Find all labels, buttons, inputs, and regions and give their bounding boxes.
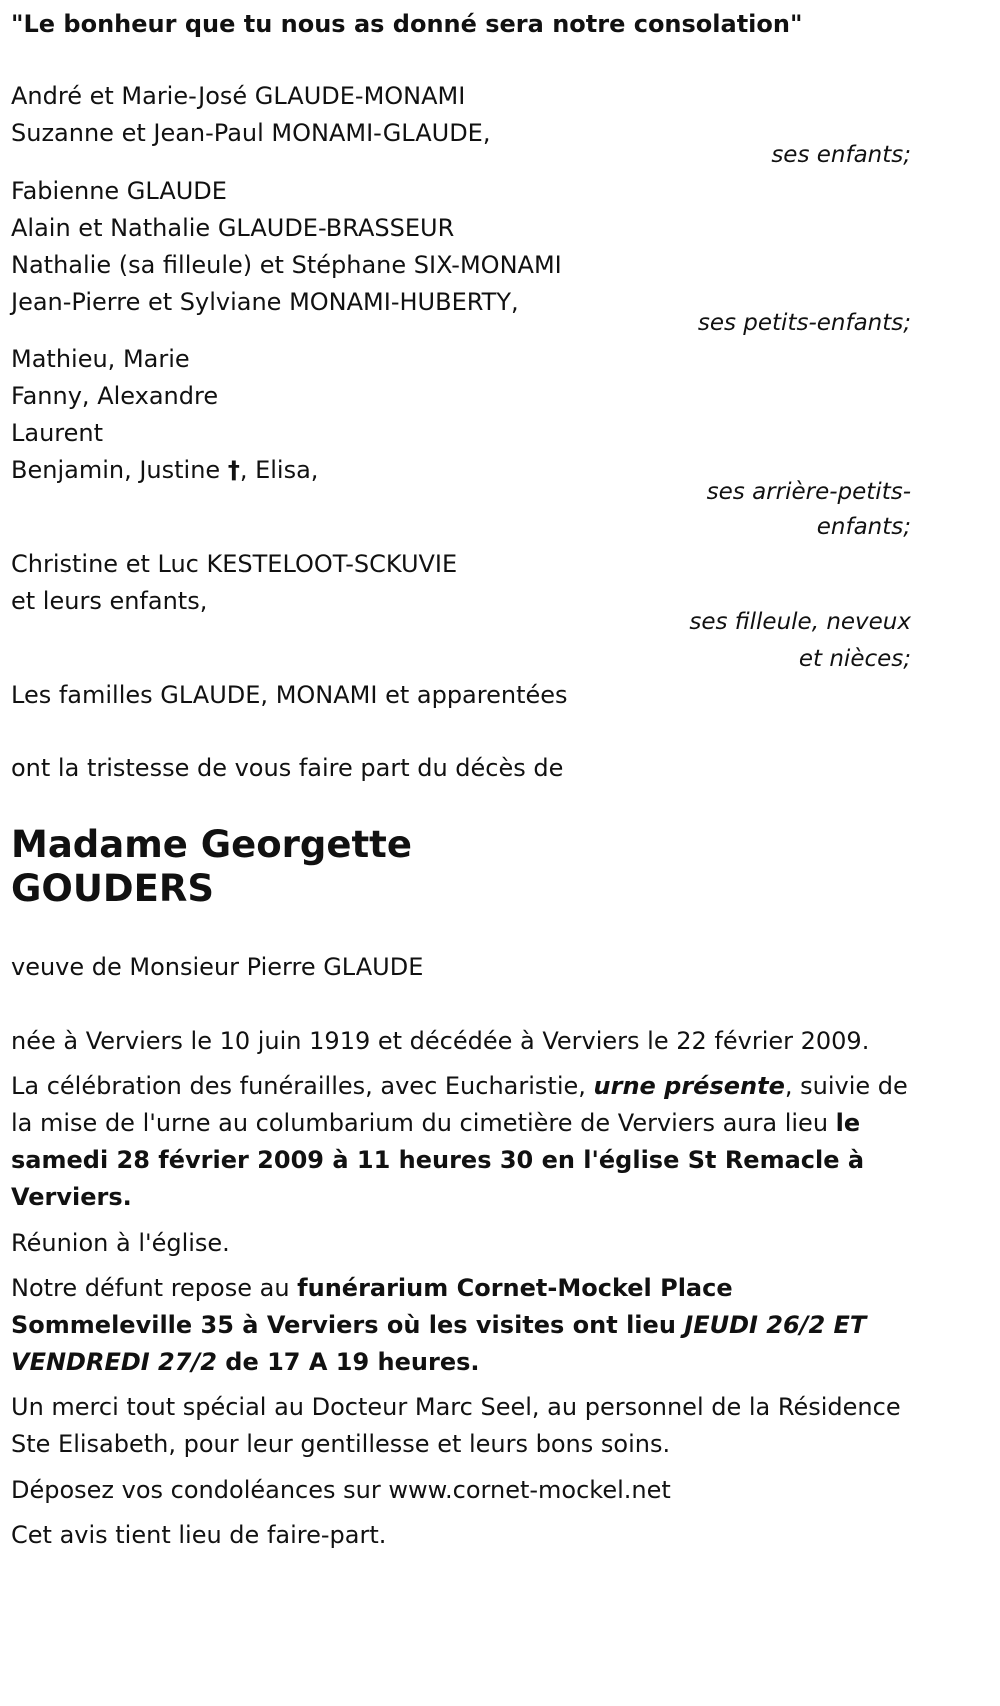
- great-grandchildren-rest: , Elisa,: [239, 456, 319, 484]
- great-grandchildren-label-1: ses arrière-petits-: [706, 479, 911, 505]
- great-grandchildren-names: Benjamin, Justine: [11, 456, 228, 484]
- ceremony-text-1: La célébration des funérailles, avec Eucharistie,: [11, 1072, 594, 1100]
- ceremony-date: le samedi 28 février 2009 à 11 heures 30 en l'église St Remacle à Verviers.: [11, 1109, 865, 1211]
- rest-hours: de 17 A 19 heures.: [216, 1348, 480, 1376]
- ceremony-text-2: , suivie de la mise de l'urne au columbarium du cimetière de Verviers aura lieu: [11, 1072, 908, 1137]
- rest-paragraph: [11, 1270, 911, 1381]
- children-label: ses enfants;: [771, 142, 911, 168]
- rest-text-1: Notre défunt repose au: [11, 1274, 298, 1302]
- notice-line: Cet avis tient lieu de faire-part.: [11, 1521, 387, 1549]
- grandchildren-line-1: Fabienne GLAUDE: [11, 177, 227, 205]
- deceased-name-1: Madame Georgette: [11, 823, 412, 866]
- great-grandchildren-line-1: Mathieu, Marie: [11, 345, 190, 373]
- great-grandchildren-line-4: [11, 452, 318, 489]
- godchild-line-2: et leurs enfants,: [11, 587, 208, 615]
- great-grandchildren-label-2: enfants;: [816, 514, 911, 540]
- great-grandchildren-line-3: Laurent: [11, 419, 104, 447]
- ceremony-urne: urne présente: [593, 1072, 785, 1100]
- godchild-label-2: et nièces;: [798, 646, 911, 672]
- meeting-line: Réunion à l'église.: [11, 1229, 230, 1257]
- cross-icon: †: [227, 456, 240, 484]
- grandchildren-label: ses petits-enfants;: [697, 310, 911, 336]
- grandchildren-line-3: Nathalie (sa filleule) et Stéphane SIX-MONAMI: [11, 251, 562, 279]
- ceremony-paragraph: [11, 1068, 911, 1216]
- families-line: Les familles GLAUDE, MONAMI et apparentées: [11, 681, 568, 709]
- condolences-line: Déposez vos condoléances sur www.cornet-mockel.net: [11, 1476, 671, 1504]
- rest-funerarium: funérarium Cornet-Mockel Place Sommeleville 35 à Verviers où les visites ont lieu: [11, 1274, 733, 1339]
- thanks-paragraph: Un merci tout spécial au Docteur Marc Seel, au personnel de la Résidence Ste Elisabeth, pour leur gentillesse et leurs bons soins.: [11, 1393, 901, 1458]
- widow-line: veuve de Monsieur Pierre GLAUDE: [11, 953, 424, 981]
- grandchildren-line-2: Alain et Nathalie GLAUDE-BRASSEUR: [11, 214, 455, 242]
- grandchildren-line-4: Jean-Pierre et Sylviane MONAMI-HUBERTY,: [11, 288, 519, 316]
- deceased-name-2: GOUDERS: [11, 867, 214, 910]
- birth-death-line: née à Verviers le 10 juin 1919 et décédée à Verviers le 22 février 2009.: [11, 1027, 870, 1055]
- great-grandchildren-line-2: Fanny, Alexandre: [11, 382, 219, 410]
- epigraph-quote: "Le bonheur que tu nous as donné sera notre consolation": [11, 10, 803, 38]
- children-line-2: Suzanne et Jean-Paul MONAMI-GLAUDE,: [11, 119, 491, 147]
- children-line-1: André et Marie-José GLAUDE-MONAMI: [11, 82, 466, 110]
- rest-days: JEUDI 26/2 ET VENDREDI 27/2: [11, 1311, 867, 1376]
- godchild-line-1: Christine et Luc KESTELOOT-SCKUVIE: [11, 550, 458, 578]
- godchild-label-1: ses filleule, neveux: [689, 609, 911, 635]
- announce-line: ont la tristesse de vous faire part du décès de: [11, 754, 564, 782]
